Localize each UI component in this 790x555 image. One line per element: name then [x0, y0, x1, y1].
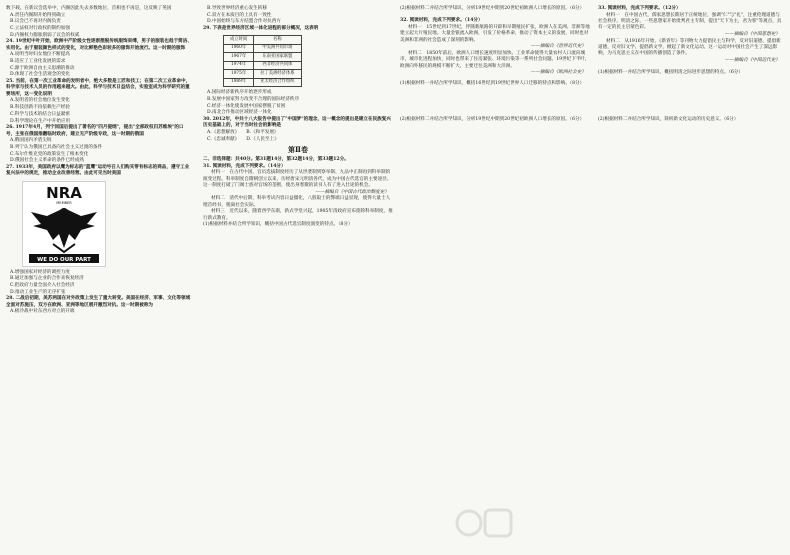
q31-source-1: ——摘编自《中国古代政治制度史》: [315, 189, 389, 195]
table-cell: 西非经济共同体: [254, 61, 301, 69]
question-27: [6, 165, 192, 178]
q31-ask-1: (1)根据材料并结合所学知识，概括中国古代选官制度演变的特点。（8分）: [203, 222, 353, 228]
table-cell: 1975年: [224, 70, 254, 78]
option-line: D.中国始终与东方结盟合作对抗西方: [207, 19, 281, 25]
table-header-row: [224, 36, 302, 44]
question-26: [6, 125, 192, 164]
table-cell: 1967年: [224, 53, 254, 61]
table-row: [224, 53, 302, 61]
table-row: [224, 78, 302, 86]
question-25: [6, 79, 192, 125]
option-line: B.通过加强与企业的合作来恢复经济: [10, 276, 84, 282]
q32-ask-2: (2)根据材料二并结合所学知识，分析19世纪中期到20世纪初欧洲人口增长的原因。（6分）: [400, 116, 585, 122]
text-line: 数下载。在新议会选举中，内阁因此失去多数地位，首相也不再是，这反映了英国: [6, 6, 172, 11]
text-line: B.议会已不再对内阁负责: [10, 19, 61, 25]
option-line: C.双方在本质目的上具有一致性: [207, 12, 272, 18]
table-cell: 亚太经济合作组织: [254, 78, 301, 86]
table-cell: 中美洲共同市场: [254, 44, 301, 52]
question-line: A.发明者的社会地位发生变化: [10, 98, 70, 104]
table-cell: 拉丁美洲经济体系: [254, 70, 301, 78]
integration-table: [223, 35, 302, 87]
question-line: 25. 当前，在第一次工业革命的发明者中，绝大多数是工匠和技工；在第二次工业革命中，科学家与技术人员的作用越来越大。由此，科学与技术日益结合，实验室成为科学研究的重要场所，这一变化说明: [6, 79, 191, 97]
column-3: [400, 6, 590, 124]
question-line: A.《思想解放》 B.《和平发展》: [207, 130, 279, 135]
q31-ask-2: (2)根据材料二并结合所学知识，分析19世纪中期到20世纪初欧洲人口增长的原因。（6分）: [400, 6, 585, 11]
question-29-options: [203, 90, 393, 116]
option-line: C.把政府力量全面介入社会经济: [10, 282, 75, 288]
question-line: D.俄国社会主义革命的条件已经成熟: [10, 158, 84, 164]
nra-member: MEMBER: [56, 200, 72, 205]
table-row: [224, 61, 302, 69]
option-line: B.发展中国家努力改变不合理的国际经济秩序: [207, 96, 300, 102]
question-line: C.《忠诚奉献》 D.《人民至上》: [207, 136, 279, 142]
q32-ask-1: (1)根据材料一并结合所学知识，概括16世纪到19世纪世界人口迁移的特点和影响。（8分）: [400, 80, 585, 86]
question-27-options: [6, 270, 192, 296]
question-28: [6, 296, 192, 315]
table-row: [224, 70, 302, 78]
text-line: A.责任内阁制开始得到确立: [10, 12, 66, 18]
column-1: [6, 6, 192, 316]
option-line: D.推动工业生产的无序扩张: [10, 289, 66, 295]
option-line: D.南北合作推动区域经济一体化: [207, 110, 272, 116]
q31-material-3: 材料三 近代以来，随着西学东渐，新式学堂兴起，1905年清政府宣布废除科举制度，推行新式教育。: [203, 209, 393, 221]
q33-source-1: ——摘编自《中国思想史》: [724, 31, 780, 37]
question-31: 31. 阅读材料，完成下列要求。（14分）: [203, 163, 286, 169]
question-29-stem: 29. 下表是世界经济区域一体化进程的部分概况，这表明: [203, 26, 319, 32]
question-line: C.布尔什维克党的政策发生了根本变化: [10, 151, 89, 157]
q32-source-1: ——摘编自《世界近代史》: [530, 44, 586, 50]
q33-ask-1: (1)根据材料一并结合所学知识，概括明清之际进步思想的特点。（6分）: [598, 70, 743, 76]
section-title: 第Ⅱ卷: [288, 144, 308, 154]
question-line: 26. 1917年4月，列宁回国后提出了著名的"四月提纲"，提出"全部政权归苏维埃"的口号，主张在俄国推翻临时政府，建立无产阶级专政，这一时期的俄国: [6, 125, 184, 137]
question-24: [6, 39, 192, 78]
option-line: A.国际经济新秩序开始逐步形成: [207, 90, 272, 96]
table-header: 名称: [254, 36, 301, 44]
text-line: C.立法权对行政权的制约加强: [10, 26, 70, 32]
text-line: D.内阁权力膨胀削弱了议会的权威: [10, 32, 80, 38]
column-4: [598, 6, 784, 123]
table-cell: 1960年: [224, 44, 254, 52]
q33-source-2: ——摘编自《中国近代史》: [724, 57, 780, 63]
nra-eagle-icon: [23, 182, 105, 266]
question-line: 30. 2012年，中共十八大报告中提出了"中国梦"的理念，这一概念的提出是建立在民族复兴历史基础上的，对于当时社会的影响是: [203, 117, 391, 129]
question-line: B.列宁认为俄国已具备向社会主义过渡的条件: [10, 144, 103, 150]
question-line: D.体现了社会生活观念的变化: [10, 72, 71, 78]
question-line: C.源于欧洲自由主义思潮的推动: [10, 65, 75, 71]
question-line: A.说明当时妇女地位不断提高: [10, 52, 70, 58]
table-header: 成立时间: [224, 36, 254, 44]
col1-top: [6, 6, 192, 39]
column-2: [203, 6, 393, 229]
question-line: B.科技创新不再依赖生产经验: [10, 105, 70, 111]
q31-material-2: 材料二 清代中后期，科举考试内容日益僵化，八股取士的弊端日益显现，使得大量士人埋首经书，脱离社会实际。: [203, 196, 391, 208]
nra-motto: WE DO OUR PART: [37, 256, 91, 263]
q33-material-2: 材料二 从1916年开始，《新青年》等刊物大力提倡民主与科学，反对旧道德、提倡新道德，反对旧文学、提倡新文学，掀起了新文化运动。这一运动对中国社会产生了深远影响，为马克思主义在中国的传播创造了条件。: [598, 38, 781, 57]
option-line: A.增强国家对经济的调控力度: [10, 269, 70, 275]
table-row: [224, 44, 302, 52]
question-line: A.极冷战中对东西方对立的开端: [10, 309, 75, 315]
question-line: 28. 二战后初期，美苏两国在对外政策上发生了重大转变。美国在经济、军事、文化等领域全面对苏施压，双方在欧洲、亚洲等地区展开激烈对抗。这一时期被称为: [6, 296, 191, 308]
col2-top: [203, 6, 393, 26]
q32-source-2: ——摘编自《欧洲社会史》: [530, 70, 586, 76]
section-note: 二、非选择题：共40分。第31题14分，第32题14分，第33题12分。: [203, 156, 349, 162]
q32-material-2: 材料二 1850年前后，欧洲人口增长速度明显加快。工业革命使得大量农村人口流向城市，城市化进程加快，同时也带来了住房紧张、环境污染等一系列社会问题。19世纪下半叶，欧洲向外移民的规模不断扩大，主要迁往美洲和大洋洲。: [400, 50, 590, 69]
table-cell: 1974年: [224, 61, 254, 69]
nra-title: NRA: [46, 183, 82, 202]
table-cell: 1989年: [224, 78, 254, 86]
question-line: A.俄国国内矛盾尖锐: [10, 138, 52, 144]
question-line: D.科学理论在生产中开始应用: [10, 118, 71, 124]
watermark-logo-icon: [455, 500, 515, 546]
question-line: 24. 19世纪中叶开始，欧洲中产阶级女性逐渐摆脱传统服饰束缚，男子的服装也趋于简洁、实用化。由于服装颜色样式的变化，对比鲜艳色彩较多的服饰开始流行。这一时期的服饰: [6, 39, 192, 51]
question-33: 33. 阅读材料，完成下列要求。（12分）: [598, 6, 681, 11]
question-line: C.科学与技术的结合日益紧密: [10, 111, 70, 117]
q32-material-1: 材料一 15世纪到17世纪，伴随新航路的开辟和早期殖民扩张，欧洲人在美洲、非洲等地建立起大片殖民地。大量金银流入欧洲，引发了价格革命，推动了资本主义的发展，同时也对美洲和非洲的社会造成了深刻的影响。: [400, 24, 590, 43]
question-30: [203, 117, 393, 143]
question-line: B.适应了工业化发展的需求: [10, 59, 66, 65]
q33-ask-2: (2)根据材料二并结合所学知识，简析新文化运动的历史意义。（6分）: [598, 116, 739, 122]
option-line: C.经济一体化使发展中国家摆脱了贫困: [207, 103, 286, 109]
question-32: 32. 阅读材料，完成下列要求。（14分）: [400, 18, 483, 24]
option-line: B.导致世界经济重心发生转移: [207, 6, 267, 11]
q31-material-1: 材料一 在古代中国，官员选拔制度经历了从世袭制到察举制、九品中正制再到科举制的演变过程。科举制度自隋朝创立以来，历经唐宋元明清各代，成为中国古代选官的主要途径。这一制度打破了门阀士族对官场的垄断，使出身寒微的读书人有了进入仕途的机会。: [203, 170, 392, 188]
table-cell: 东南亚国家联盟: [254, 53, 301, 61]
q33-material-1: 材料一 在中国古代，儒家思想长期居于正统地位，强调"仁"与"礼"，注重伦理道德与社会秩序。明清之际，一些思想家开始批判君主专制，提出"天下为主，君为客"等观点，具有一定的民主启蒙色彩。: [598, 12, 782, 31]
nra-eagle-poster: [22, 181, 106, 267]
question-line: 27. 1933年，美国政府以鹰为标志的"蓝鹰"运动号召人们购买带有标志的商品，遵守工业复兴法中的规定，推动企业改善经营。由此可见当时美国: [6, 164, 190, 177]
